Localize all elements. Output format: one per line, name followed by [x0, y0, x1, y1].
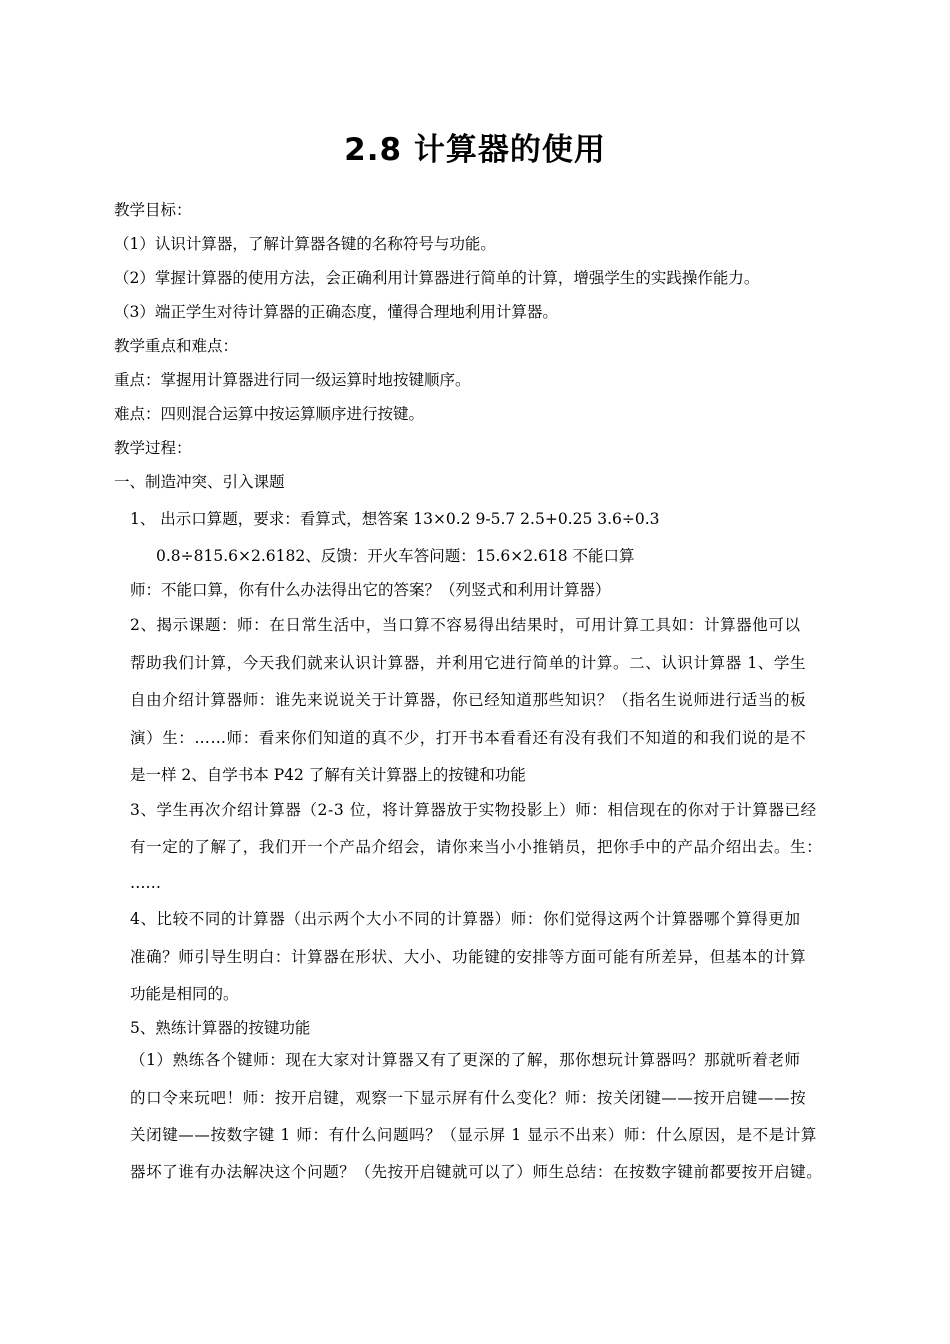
- paragraph-line: 5、熟练计算器的按键功能: [130, 1019, 311, 1037]
- paragraph-line: 的口令来玩吧！师：按开启键，观察一下显示屏有什么变化？师：按关闭键——按开启键——按: [130, 1089, 807, 1107]
- paragraph-line: 功能是相同的。: [130, 985, 239, 1003]
- paragraph-line: 2、揭示课题：师：在日常生活中，当口算不容易得出结果时，可用计算工具如：计算器他可以: [130, 616, 801, 634]
- paragraph-line: 3、学生再次介绍计算器（2-3 位，将计算器放于实物投影上）师：相信现在的你对于计算器已经: [130, 801, 817, 819]
- page-title: 2.8 计算器的使用: [344, 132, 606, 168]
- objective-item: （2）掌握计算器的使用方法，会正确利用计算器进行简单的计算，增强学生的实践操作能力。: [114, 269, 760, 287]
- objective-item: （3）端正学生对待计算器的正确态度，懂得合理地利用计算器。: [114, 303, 558, 321]
- section-heading-process: 教学过程：: [114, 439, 192, 457]
- paragraph-line: 帮助我们计算，今天我们就来认识计算器，并利用它进行简单的计算。二、认识计算器 1、学生: [130, 654, 807, 672]
- paragraph-line: 演）生：……师：看来你们知道的真不少，打开书本看看还有没有我们不知道的和我们说的是不: [130, 729, 807, 747]
- process-part-heading: 一、制造冲突、引入课题: [114, 473, 285, 491]
- key-point: 重点：掌握用计算器进行同一级运算时地按键顺序。: [114, 371, 471, 389]
- section-heading-key-points: 教学重点和难点：: [114, 337, 239, 355]
- paragraph-line: 器坏了谁有办法解决这个问题？（先按开启键就可以了）师生总结：在按数字键前都要按开启键。: [130, 1163, 823, 1181]
- paragraph-line: 0.8÷815.6×2.6182、反馈：开火车答问题：15.6×2.618 不能口算: [156, 547, 635, 565]
- paragraph-line: 4、比较不同的计算器（出示两个大小不同的计算器）师：你们觉得这两个计算器哪个算得更加: [130, 910, 801, 928]
- paragraph-line: 1、 出示口算题，要求：看算式，想答案 13×0.2 9-5.7 2.5+0.25 3.6÷0.3: [130, 510, 660, 528]
- paragraph-line: 自由介绍计算器师：谁先来说说关于计算器，你已经知道那些知识？（指名生说师进行适当的板: [130, 691, 807, 709]
- paragraph-line: 是一样 2、自学书本 P42 了解有关计算器上的按键和功能: [130, 766, 526, 784]
- paragraph-line: 关闭键——按数字键 1 师：有什么问题吗？（显示屏 1 显示不出来）师：什么原因，是不是计算: [130, 1126, 818, 1144]
- paragraph-line: （1）熟练各个键师：现在大家对计算器又有了更深的了解，那你想玩计算器吗？那就听着老师: [130, 1051, 801, 1069]
- paragraph-line: 有一定的了解了，我们开一个产品介绍会，请你来当小小推销员，把你手中的产品介绍出去。生：: [130, 838, 823, 856]
- paragraph-line: ……: [130, 874, 161, 892]
- section-heading-objectives: 教学目标：: [114, 201, 192, 219]
- difficult-point: 难点：四则混合运算中按运算顺序进行按键。: [114, 405, 425, 423]
- paragraph-line: 师：不能口算，你有什么办法得出它的答案？（列竖式和利用计算器）: [130, 581, 611, 599]
- paragraph-line: 准确？师引导生明白：计算器在形状、大小、功能键的安排等方面可能有所差异，但基本的计算: [130, 948, 807, 966]
- objective-item: （1）认识计算器，了解计算器各键的名称符号与功能。: [114, 235, 496, 253]
